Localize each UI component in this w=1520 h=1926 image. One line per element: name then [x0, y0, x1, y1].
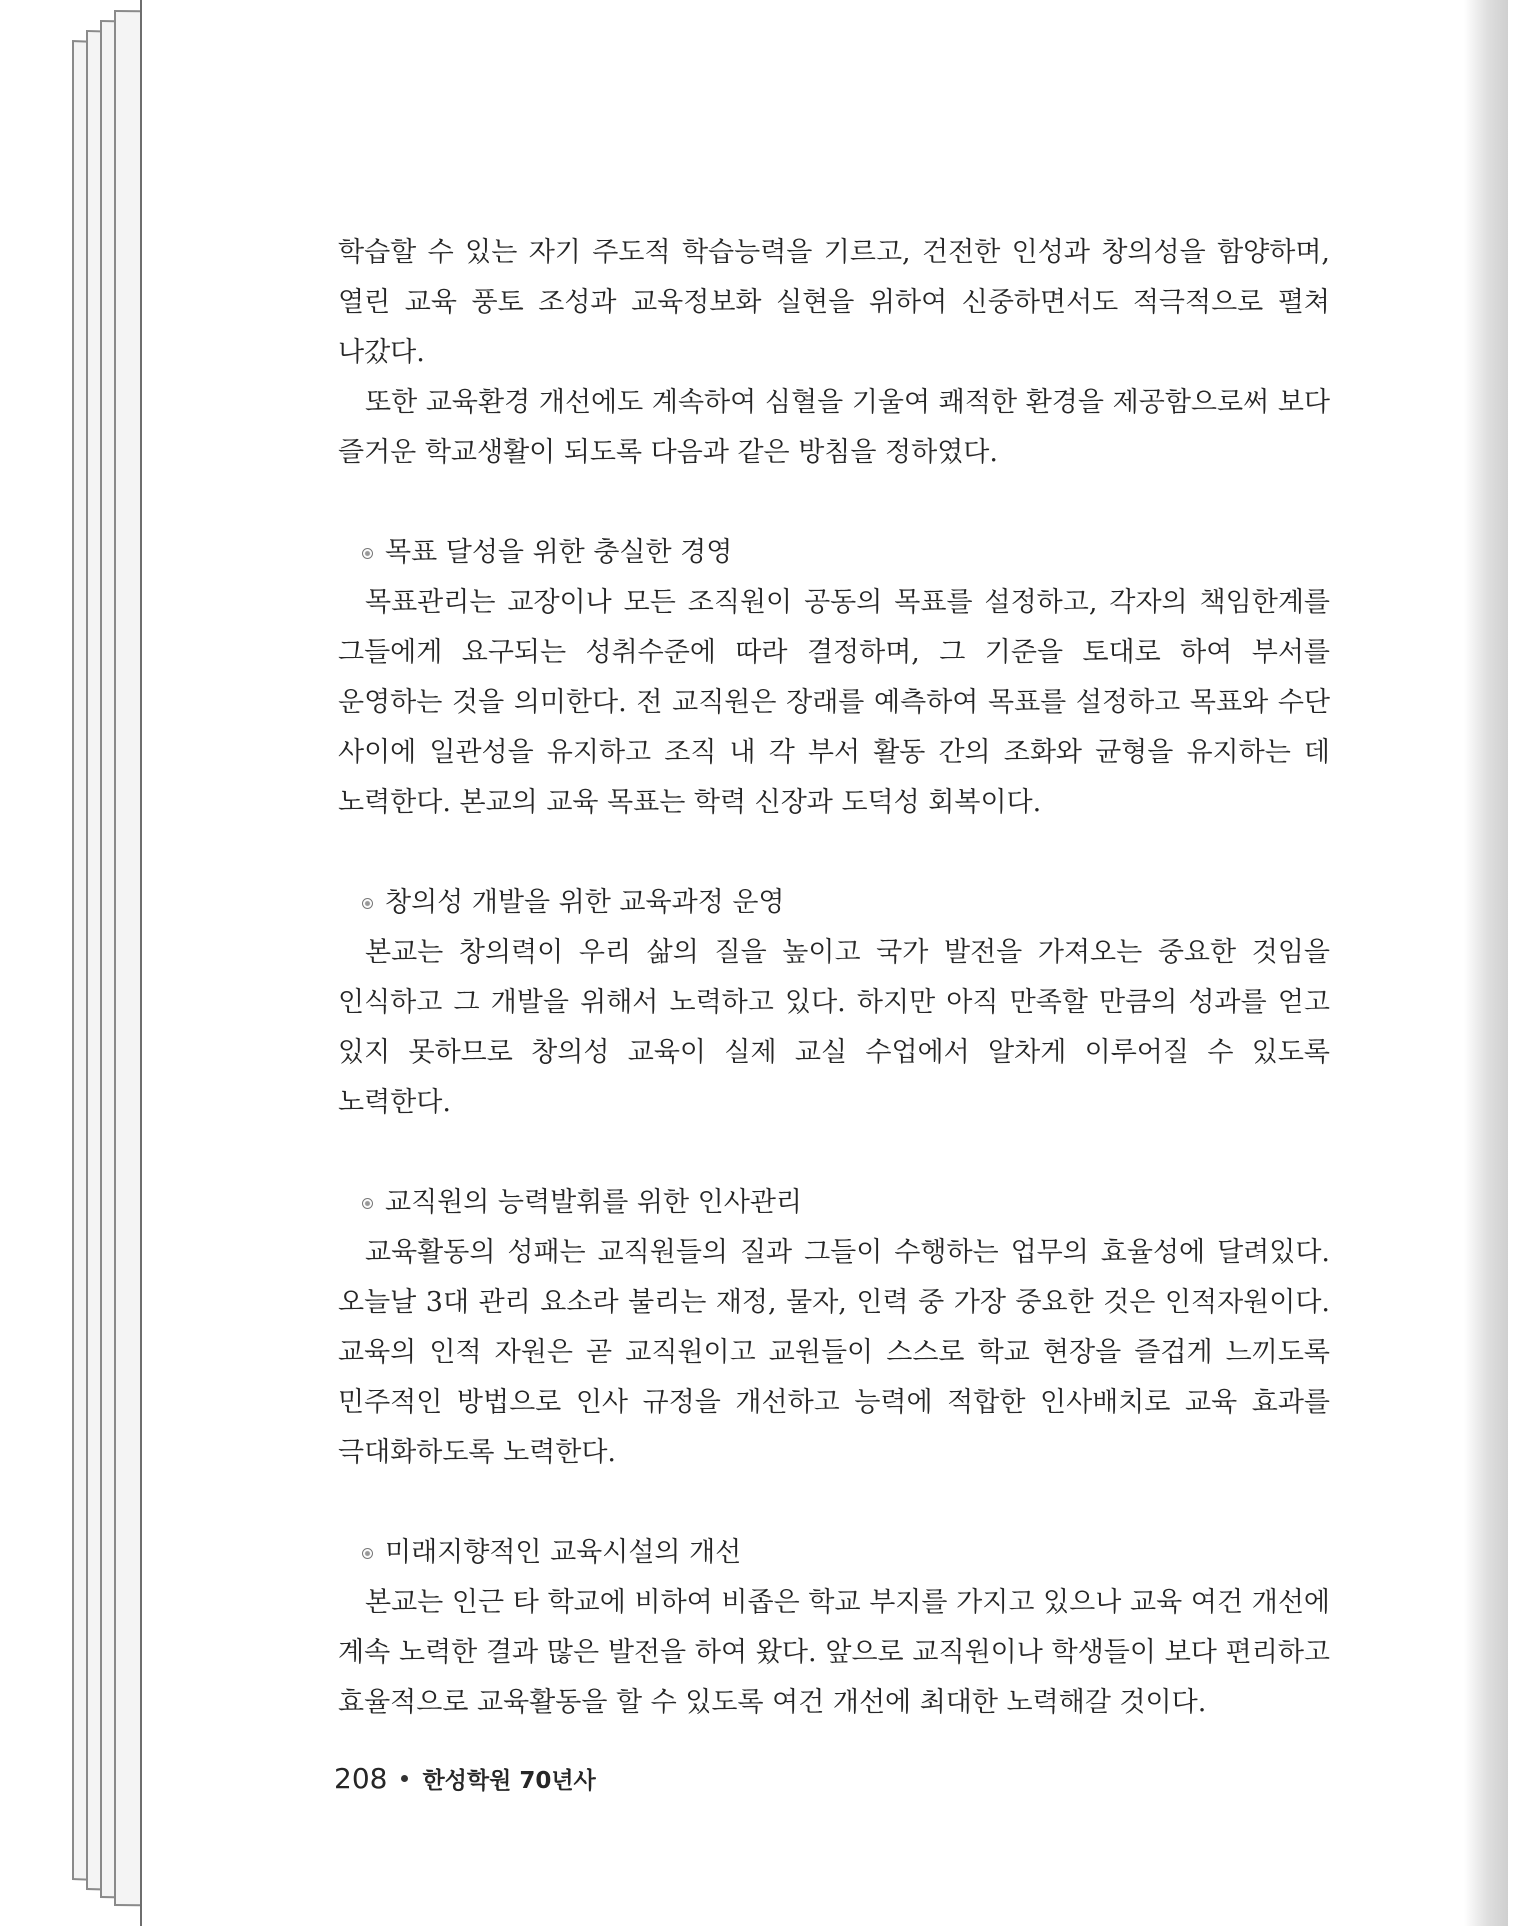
section-facilities: [338, 1528, 1330, 1728]
section-body: 본교는 창의력이 우리 삶의 질을 높이고 국가 발전을 가져오는 중요한 것임을 인식하고 그 개발을 위해서 노력하고 있다. 하지만 아직 만족할 만큼의 성과를 얻고 있지 못하므로 창의성 교육이 실제 교실 수업에서 알차게 이루어질 수 있도록 노력한다.: [338, 937, 1330, 1118]
dot-icon: [401, 1775, 408, 1782]
section-body: 목표관리는 교장이나 모든 조직원이 공동의 목표를 설정하고, 각자의 책임한계를 그들에게 요구되는 성취수준에 따라 결정하며, 그 기준을 토대로 하여 부서를 운영하는 것을 의미한다. 전 교직원은 장래를 예측하여 목표를 설정하고 목표와 수단 사이에 일관성을 유지하고 조직 내 각 부서 활동 간의 조화와 균형을 유지하는 데 노력한다. 본교의 교육 목표는 학력 신장과 도덕성 회복이다.: [338, 587, 1330, 818]
section-heading: [338, 878, 1330, 928]
intro-paragraph-1: 학습할 수 있는 자기 주도적 학습능력을 기르고, 건전한 인성과 창의성을 함양하며, 열린 교육 풍토 조성과 교육정보화 실현을 위하여 신중하면서도 적극적으로 펼쳐 나갔다.: [338, 237, 1330, 368]
section-personnel: [338, 1178, 1330, 1478]
section-heading: [338, 528, 1330, 578]
book-title: 한성학원 70년사: [422, 1768, 596, 1794]
intro-paragraph-2: 또한 교육환경 개선에도 계속하여 심혈을 기울여 쾌적한 환경을 제공함으로써 보다 즐거운 학교생활이 되도록 다음과 같은 방침을 정하였다.: [338, 387, 1330, 468]
section-heading: [338, 1178, 1330, 1228]
circle-bullet-icon: [362, 1198, 373, 1209]
section-body: 교육활동의 성패는 교직원들의 질과 그들이 수행하는 업무의 효율성에 달려있다. 오늘날 3대 관리 요소라 불리는 재정, 물자, 인력 중 가장 중요한 것은 인적자원이다. 교육의 인적 자원은 곧 교직원이고 교원들이 스스로 학교 현장을 즐겁게 느끼도록 민주적인 방법으로 인사 규정을 개선하고 능력에 적합한 인사배치로 교육 효과를 극대화하도록 노력한다.: [338, 1237, 1330, 1468]
book-page: [140, 0, 1508, 1926]
circle-bullet-icon: [362, 1548, 373, 1559]
circle-bullet-icon: [362, 548, 373, 559]
circle-bullet-icon: [362, 898, 373, 909]
page-footer: [334, 1762, 596, 1795]
section-heading-text: 미래지향적인 교육시설의 개선: [385, 1537, 742, 1568]
section-heading-text: 창의성 개발을 위한 교육과정 운영: [385, 887, 785, 918]
section-creativity: [338, 878, 1330, 1128]
page-number: 208: [334, 1762, 388, 1795]
section-management: [338, 528, 1330, 828]
section-body: 본교는 인근 타 학교에 비하여 비좁은 학교 부지를 가지고 있으나 교육 여건 개선에 계속 노력한 결과 많은 발전을 하여 왔다. 앞으로 교직원이나 학생들이 보다 편리하고 효율적으로 교육활동을 할 수 있도록 여건 개선에 최대한 노력해갈 것이다.: [338, 1587, 1330, 1718]
section-heading-text: 교직원의 능력발휘를 위한 인사관리: [385, 1187, 802, 1218]
page-content: [338, 228, 1330, 1728]
section-heading-text: 목표 달성을 위한 충실한 경영: [385, 537, 733, 568]
section-heading: [338, 1528, 1330, 1578]
page-shadow: [1464, 0, 1508, 1926]
